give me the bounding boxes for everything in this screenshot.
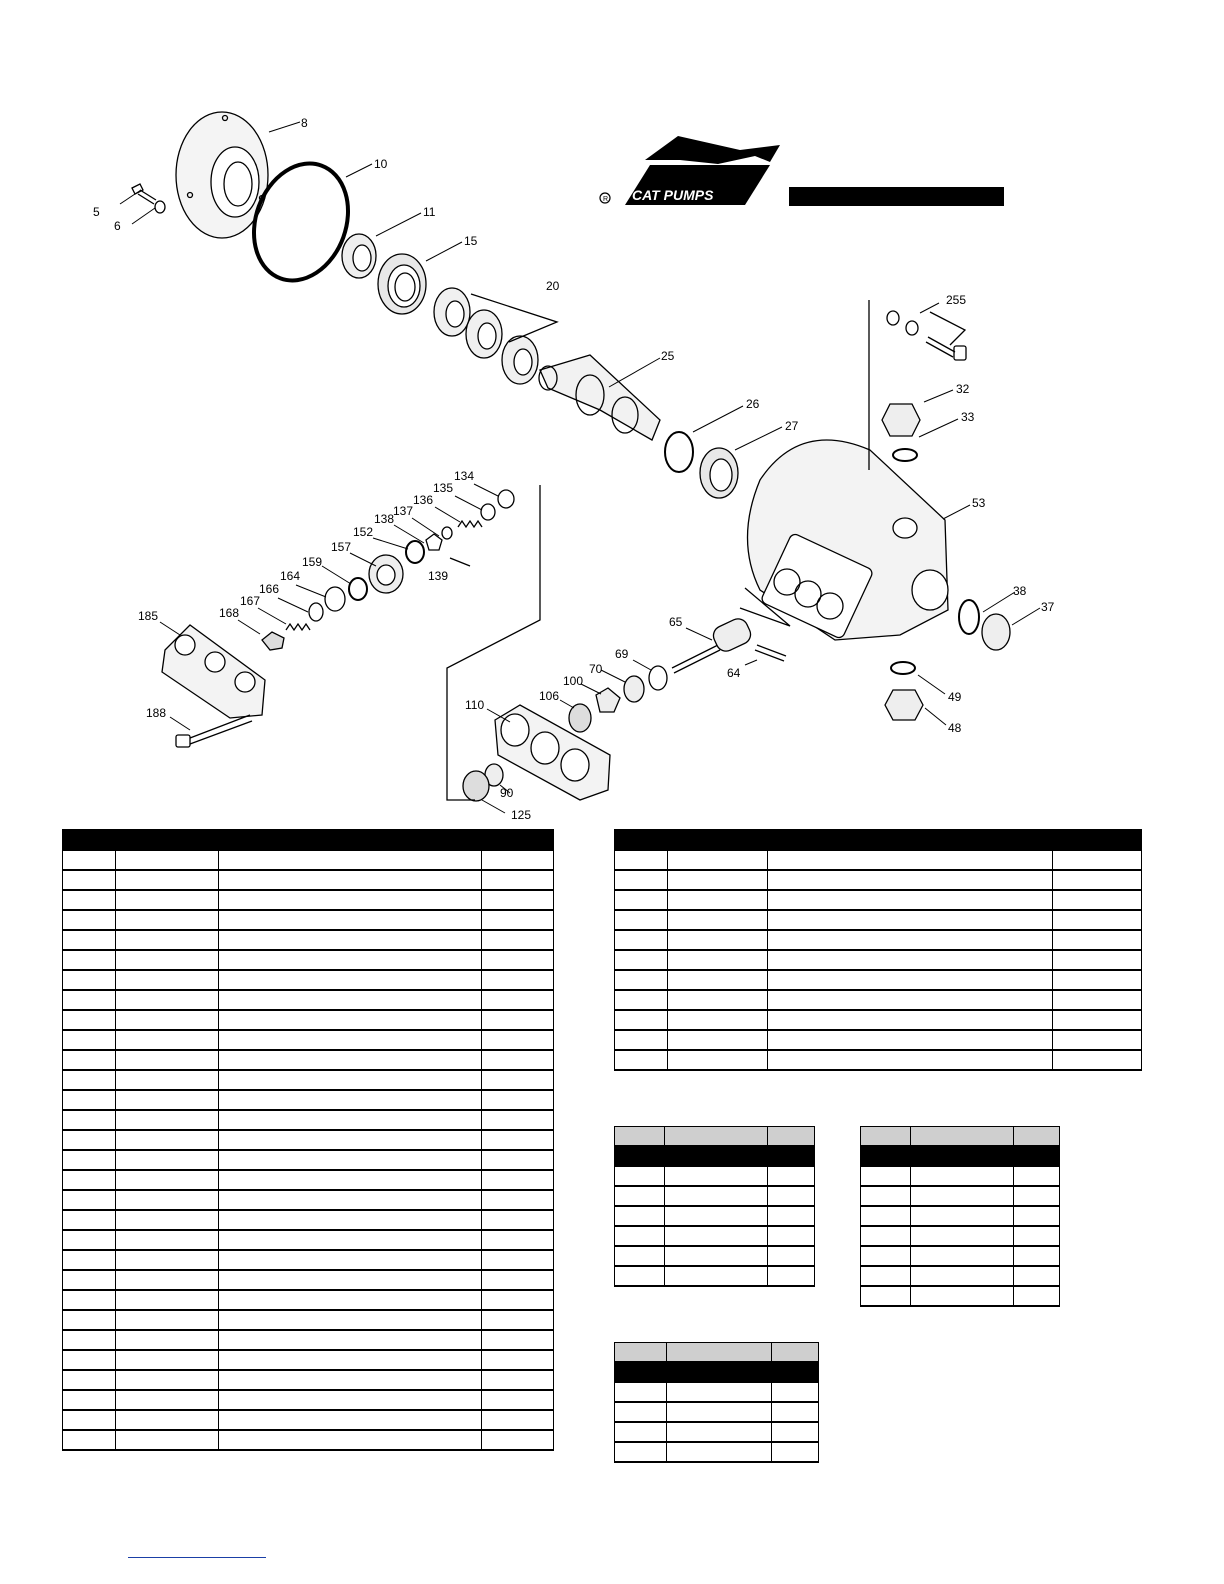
inlet-manifold-part: [162, 625, 265, 718]
seal-retainer-part: [649, 666, 667, 690]
callout-6: 6: [114, 219, 121, 233]
svg-text:R: R: [603, 196, 609, 203]
plug-washer-part: [325, 587, 345, 611]
inlet-spring-part: [286, 624, 310, 630]
callout-138: 138: [374, 512, 395, 526]
callout-188: 188: [146, 706, 167, 720]
lo-pressure-seal-part: [463, 771, 489, 801]
snap-ring-part: [665, 432, 693, 472]
mounting-bolt-part: [887, 311, 966, 360]
kit-table-a: [614, 1126, 815, 1287]
callout-167: 167: [240, 594, 261, 608]
parts-list-table-right: [614, 829, 1142, 1071]
callout-137: 137: [393, 504, 414, 518]
v-packing-part: [569, 704, 591, 732]
valve-plug-part: [369, 555, 403, 593]
seal-washer-part: [624, 676, 644, 702]
plug-o-ring-part: [349, 578, 367, 600]
valve-seat-part: [498, 490, 514, 508]
callout-152: 152: [353, 525, 374, 539]
parts-list-table-left: [62, 829, 554, 1451]
callout-168: 168: [219, 606, 240, 620]
cat-pumps-logo: [600, 136, 780, 205]
rear-bearing-part: [700, 448, 738, 498]
callout-20: 20: [546, 279, 560, 293]
inlet-valve-part: [262, 632, 284, 650]
valve-o-ring-part: [406, 541, 424, 563]
logo-wordmark: CAT PUMPS: [632, 187, 714, 203]
callout-139: 139: [428, 569, 449, 583]
callout-106: 106: [539, 689, 560, 703]
callout-135: 135: [433, 481, 454, 495]
callout-90: 90: [500, 786, 514, 800]
kit-table-b: [860, 1126, 1060, 1307]
drain-plug-part: [885, 662, 923, 720]
callout-15: 15: [464, 234, 478, 248]
footer-link-underline[interactable]: [128, 1557, 266, 1558]
callout-136: 136: [413, 493, 434, 507]
inlet-valve-seat-part: [309, 603, 323, 621]
title-bar: [789, 187, 1004, 206]
callout-5: 5: [93, 205, 100, 219]
callout-185: 185: [138, 609, 159, 623]
callout-70: 70: [589, 662, 603, 676]
crankcase-part: [748, 440, 949, 640]
callout-8: 8: [301, 116, 308, 130]
valve-spring-part: [458, 521, 482, 527]
callout-159: 159: [302, 555, 323, 569]
callout-157: 157: [331, 540, 352, 554]
callout-164: 164: [280, 569, 301, 583]
spring-retainer-part: [442, 527, 452, 539]
callout-33: 33: [961, 410, 975, 424]
sight-glass-part: [959, 600, 1010, 650]
plunger-rod-part: [672, 616, 786, 673]
callout-27: 27: [785, 419, 799, 433]
oil-filler-cap-part: [882, 404, 920, 461]
callout-64: 64: [727, 666, 741, 680]
callout-125: 125: [511, 808, 532, 820]
callout-11: 11: [423, 205, 436, 219]
callout-10: 10: [374, 157, 388, 171]
valve-part: [481, 504, 495, 520]
valve-cage-part: [426, 534, 442, 550]
callout-49: 49: [948, 690, 962, 704]
callout-100: 100: [563, 674, 584, 688]
callout-53: 53: [972, 496, 986, 510]
seal-retainer-clip-part: [596, 688, 620, 712]
callout-25: 25: [661, 349, 675, 363]
inlet-manifold-bolt-part: [176, 715, 252, 747]
callout-48: 48: [948, 721, 962, 735]
callout-110: 110: [465, 698, 485, 712]
callout-166: 166: [259, 582, 280, 596]
ball-bearing-part: [378, 254, 426, 314]
callout-26: 26: [746, 397, 760, 411]
callout-255: 255: [946, 293, 967, 307]
screw-washer-part: [132, 184, 165, 213]
callout-65: 65: [669, 615, 683, 629]
callout-32: 32: [956, 382, 970, 396]
kit-table-c: [614, 1342, 819, 1463]
oil-seal-part: [342, 234, 376, 278]
pin-part: [450, 558, 470, 566]
callout-38: 38: [1013, 584, 1027, 598]
callout-69: 69: [615, 647, 629, 661]
callout-134: 134: [454, 469, 475, 483]
callout-37: 37: [1041, 600, 1055, 614]
